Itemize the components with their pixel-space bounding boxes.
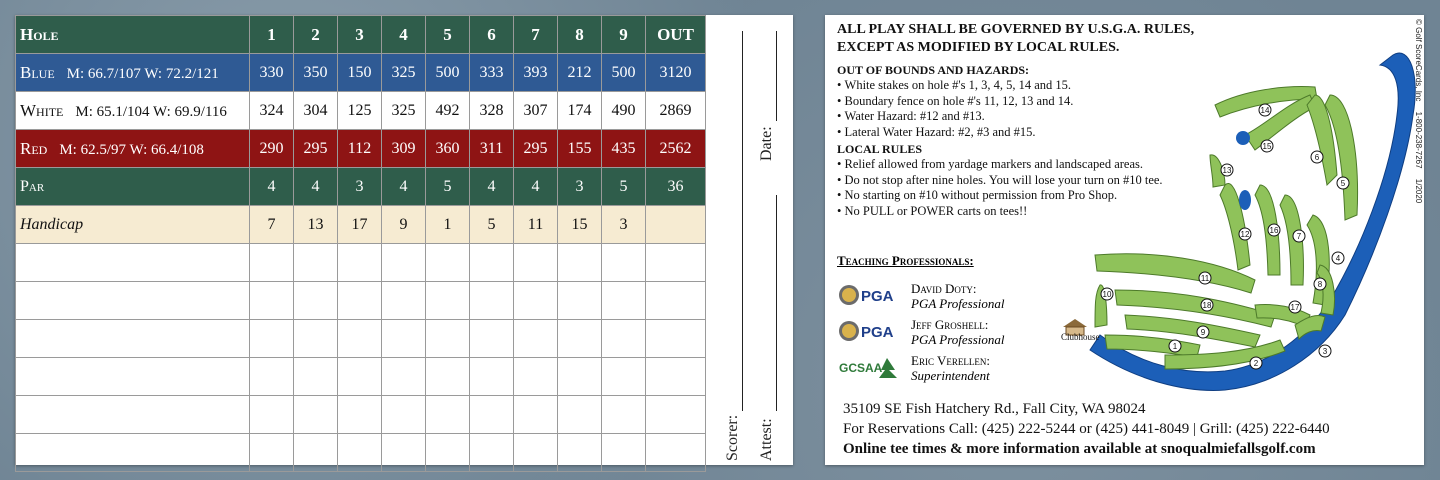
hole-number: 4 (382, 16, 426, 54)
course-map (1061, 35, 1420, 405)
yardage-cell: 155 (558, 130, 602, 168)
list-item: • White stakes on hole #'s 1, 3, 4, 5, 14 and 15. (837, 78, 1207, 94)
par-cell: 5 (602, 168, 646, 206)
svg-text:11: 11 (1200, 274, 1210, 283)
svg-text:14: 14 (1260, 106, 1270, 115)
par-cell: 5 (426, 168, 470, 206)
yardage-cell: 325 (382, 54, 426, 92)
score-cell[interactable] (294, 396, 338, 434)
tee-name: White (20, 100, 64, 120)
list-item: • Do not stop after nine holes. You will lose your turn on #10 tee. (837, 173, 1207, 189)
yardage-cell: 295 (294, 130, 338, 168)
player-name-cell[interactable] (16, 244, 250, 282)
svg-text:15: 15 (1262, 142, 1272, 151)
pro-role: PGA Professional (911, 332, 1005, 347)
score-cell[interactable] (514, 320, 558, 358)
score-cell[interactable] (250, 396, 294, 434)
hole-marker (1268, 224, 1280, 236)
pro-entry (839, 353, 990, 383)
yardage-cell: 309 (382, 130, 426, 168)
par-cell: 4 (382, 168, 426, 206)
date-line[interactable] (776, 31, 777, 121)
reservations: For Reservations Call: (425) 222-5244 or (425) 441-8049 | Grill: (425) 222-6440 (843, 421, 1330, 437)
hole-number: 8 (558, 16, 602, 54)
attest-label: Attest: (758, 418, 775, 461)
score-cell[interactable] (294, 282, 338, 320)
svg-text:5: 5 (1340, 179, 1346, 188)
hole-marker (1259, 104, 1271, 116)
yardage-cell: 324 (250, 92, 294, 130)
score-cell[interactable] (382, 358, 426, 396)
svg-text:4: 4 (1335, 254, 1341, 263)
yardage-cell: 295 (514, 130, 558, 168)
svg-text:7: 7 (1296, 232, 1302, 241)
score-cell[interactable] (602, 396, 646, 434)
hole-marker (1319, 345, 1331, 357)
date-label: Date: (758, 126, 775, 161)
yardage-cell: 490 (602, 92, 646, 130)
score-total-cell[interactable] (646, 358, 706, 396)
list-item: • Water Hazard: #12 and #13. (837, 109, 1207, 125)
scorer-line[interactable] (742, 31, 743, 411)
out-total: 3120 (646, 54, 706, 92)
hole-marker (1314, 278, 1326, 290)
score-cell[interactable] (470, 282, 514, 320)
copyright-line: © Golf ScoreCards, Inc (1414, 19, 1423, 102)
yardage-cell: 435 (602, 130, 646, 168)
score-cell[interactable] (250, 282, 294, 320)
score-total-cell[interactable] (646, 434, 706, 472)
rules-title-line2: EXCEPT AS MODIFIED BY LOCAL RULES. (837, 40, 1120, 55)
hole-marker (1337, 177, 1349, 189)
score-cell[interactable] (602, 358, 646, 396)
player-row (16, 396, 706, 434)
handicap-cell: 3 (602, 206, 646, 244)
hole-label: Hole (16, 16, 250, 54)
par-row (16, 168, 706, 206)
hole-marker (1311, 151, 1323, 163)
pro-name: David Doty: (911, 281, 977, 296)
pga-logo-text: PGA (861, 324, 894, 341)
yardage-cell: 500 (426, 54, 470, 92)
svg-text:17: 17 (1290, 303, 1300, 312)
online-info: Online tee times & more information available at snoqualmiefallsgolf.com (843, 441, 1316, 457)
local-rules-heading: LOCAL RULES (837, 142, 923, 156)
score-cell[interactable] (338, 282, 382, 320)
yardage-cell: 112 (338, 130, 382, 168)
hole-marker (1199, 272, 1211, 284)
yardage-cell: 333 (470, 54, 514, 92)
score-cell[interactable] (294, 244, 338, 282)
score-cell[interactable] (602, 434, 646, 472)
handicap-total (646, 206, 706, 244)
hole-marker (1261, 140, 1273, 152)
svg-text:8: 8 (1317, 280, 1323, 289)
score-cell[interactable] (250, 358, 294, 396)
score-cell[interactable] (250, 320, 294, 358)
handicap-cell: 5 (470, 206, 514, 244)
list-item: • Lateral Water Hazard: #2, #3 and #15. (837, 125, 1207, 141)
svg-text:9: 9 (1200, 328, 1206, 337)
score-cell[interactable] (382, 396, 426, 434)
par-label: Par (16, 168, 250, 206)
score-cell[interactable] (338, 396, 382, 434)
tee-label (16, 130, 250, 168)
yardage-cell: 500 (602, 54, 646, 92)
pga-logo-icon (839, 281, 903, 309)
score-cell[interactable] (470, 320, 514, 358)
player-name-cell[interactable] (16, 396, 250, 434)
score-cell[interactable] (558, 358, 602, 396)
yardage-cell: 350 (294, 54, 338, 92)
scorecard-table (15, 15, 706, 472)
score-cell[interactable] (338, 244, 382, 282)
par-cell: 3 (558, 168, 602, 206)
hole-number: 9 (602, 16, 646, 54)
pond-12 (1236, 131, 1250, 145)
score-cell[interactable] (602, 282, 646, 320)
hole-marker (1201, 299, 1213, 311)
yardage-cell: 150 (338, 54, 382, 92)
pro-entry (839, 317, 1005, 347)
copyright-notice (1414, 19, 1423, 211)
handicap-cell: 11 (514, 206, 558, 244)
clubhouse-label: Clubhouse (1061, 332, 1100, 342)
par-cell: 4 (514, 168, 558, 206)
yardage-cell: 393 (514, 54, 558, 92)
list-item: • No PULL or POWER carts on tees!! (837, 204, 1207, 220)
score-cell[interactable] (426, 282, 470, 320)
player-row (16, 282, 706, 320)
pro-entry (839, 281, 1005, 311)
score-cell[interactable] (294, 434, 338, 472)
attest-line[interactable] (776, 195, 777, 411)
hole-number: 1 (250, 16, 294, 54)
yardage-cell: 360 (426, 130, 470, 168)
score-cell[interactable] (470, 396, 514, 434)
player-row (16, 320, 706, 358)
yardage-cell: 125 (338, 92, 382, 130)
score-cell[interactable] (602, 320, 646, 358)
hole-marker (1101, 288, 1113, 300)
tee-label (16, 92, 250, 130)
hole-marker (1239, 228, 1251, 240)
score-cell[interactable] (470, 244, 514, 282)
score-cell[interactable] (294, 320, 338, 358)
yardage-cell: 290 (250, 130, 294, 168)
hole-marker (1221, 164, 1233, 176)
svg-text:16: 16 (1269, 226, 1279, 235)
player-name-cell[interactable] (16, 358, 250, 396)
score-cell[interactable] (558, 244, 602, 282)
tee-rating: M: 66.7/107 W: 72.2/121 (66, 65, 219, 82)
signature-area (705, 15, 794, 465)
par-cell: 4 (294, 168, 338, 206)
score-total-cell[interactable] (646, 396, 706, 434)
tee-name: Red (20, 138, 48, 158)
handicap-cell: 9 (382, 206, 426, 244)
yardage-cell: 311 (470, 130, 514, 168)
yardage-cell: 492 (426, 92, 470, 130)
par-cell: 4 (250, 168, 294, 206)
score-cell[interactable] (602, 244, 646, 282)
contact-block (843, 399, 1330, 459)
handicap-cell: 15 (558, 206, 602, 244)
handicap-cell: 13 (294, 206, 338, 244)
score-cell[interactable] (470, 358, 514, 396)
hole-number: 5 (426, 16, 470, 54)
yardage-cell: 307 (514, 92, 558, 130)
score-cell[interactable] (426, 434, 470, 472)
score-cell[interactable] (250, 244, 294, 282)
score-cell[interactable] (514, 282, 558, 320)
pro-name: Jeff Groshell: (911, 317, 989, 332)
hole-number: 3 (338, 16, 382, 54)
score-cell[interactable] (426, 396, 470, 434)
player-name-cell[interactable] (16, 320, 250, 358)
score-cell[interactable] (382, 434, 426, 472)
pga-logo-icon (839, 317, 903, 345)
hole-marker (1197, 326, 1209, 338)
score-cell[interactable] (514, 434, 558, 472)
handicap-cell: 1 (426, 206, 470, 244)
pga-logo-text: PGA (861, 288, 894, 305)
tee-row-white (16, 92, 706, 130)
tee-label (16, 54, 250, 92)
yardage-cell: 174 (558, 92, 602, 130)
tee-row-red (16, 130, 706, 168)
gcsaa-logo-text: GCSAA (839, 361, 883, 375)
score-cell[interactable] (558, 434, 602, 472)
score-total-cell[interactable] (646, 282, 706, 320)
handicap-cell: 7 (250, 206, 294, 244)
hole-number: 2 (294, 16, 338, 54)
score-cell[interactable] (426, 244, 470, 282)
copyright-phone: 1-800-238-7267 (1414, 111, 1423, 169)
score-cell[interactable] (338, 358, 382, 396)
yardage-cell: 304 (294, 92, 338, 130)
score-cell[interactable] (558, 396, 602, 434)
tee-rating: M: 65.1/104 W: 69.9/116 (75, 103, 227, 120)
list-item: • Boundary fence on hole #'s 11, 12, 13 and 14. (837, 94, 1207, 110)
hole-marker (1169, 340, 1181, 352)
score-cell[interactable] (338, 320, 382, 358)
yardage-cell: 325 (382, 92, 426, 130)
score-total-cell[interactable] (646, 244, 706, 282)
out-total: 2562 (646, 130, 706, 168)
score-cell[interactable] (426, 320, 470, 358)
hole-marker (1250, 357, 1262, 369)
pro-role: Superintendent (911, 368, 990, 383)
out-total: 2869 (646, 92, 706, 130)
player-row (16, 244, 706, 282)
score-cell[interactable] (426, 358, 470, 396)
header-row (16, 16, 706, 54)
svg-text:3: 3 (1322, 347, 1328, 356)
gcsaa-logo-icon (839, 353, 903, 381)
svg-text:12: 12 (1240, 230, 1250, 239)
svg-text:10: 10 (1102, 290, 1112, 299)
player-name-cell[interactable] (16, 282, 250, 320)
handicap-row (16, 206, 706, 244)
address: 35109 SE Fish Hatchery Rd., Fall City, WA 98024 (843, 401, 1146, 417)
rules-title-line1: ALL PLAY SHALL BE GOVERNED BY U.S.G.A. RULES, (837, 22, 1195, 37)
svg-text:6: 6 (1314, 153, 1320, 162)
tee-row-blue (16, 54, 706, 92)
score-cell[interactable] (294, 358, 338, 396)
player-row (16, 358, 706, 396)
player-row (16, 434, 706, 472)
score-cell[interactable] (514, 244, 558, 282)
hole-number: 6 (470, 16, 514, 54)
score-cell[interactable] (514, 396, 558, 434)
yardage-cell: 328 (470, 92, 514, 130)
svg-text:13: 13 (1222, 166, 1232, 175)
par-cell: 4 (470, 168, 514, 206)
yardage-cell: 212 (558, 54, 602, 92)
handicap-label: Handicap (16, 206, 250, 244)
list-item: • Relief allowed from yardage markers and landscaped areas. (837, 157, 1207, 173)
score-cell[interactable] (382, 282, 426, 320)
scorecard-panel (15, 15, 793, 465)
score-total-cell[interactable] (646, 320, 706, 358)
teaching-heading: Teaching Professionals: (837, 253, 974, 268)
score-cell[interactable] (558, 320, 602, 358)
score-cell[interactable] (382, 320, 426, 358)
score-cell[interactable] (250, 434, 294, 472)
score-cell[interactable] (382, 244, 426, 282)
rules-panel (825, 15, 1424, 465)
par-cell: 3 (338, 168, 382, 206)
pro-role: PGA Professional (911, 296, 1005, 311)
hole-marker (1293, 230, 1305, 242)
par-total: 36 (646, 168, 706, 206)
list-item: • No starting on #10 without permission from Pro Shop. (837, 188, 1207, 204)
hole-marker (1332, 252, 1344, 264)
hole-number: 7 (514, 16, 558, 54)
out-label: OUT (646, 16, 706, 54)
handicap-cell: 17 (338, 206, 382, 244)
svg-text:18: 18 (1202, 301, 1212, 310)
scorer-label: Scorer: (724, 414, 741, 461)
score-cell[interactable] (338, 434, 382, 472)
yardage-cell: 330 (250, 54, 294, 92)
score-cell[interactable] (470, 434, 514, 472)
hole-marker (1289, 301, 1301, 313)
pro-name: Eric Verellen: (911, 353, 990, 368)
player-name-cell[interactable] (16, 434, 250, 472)
pond-13 (1239, 190, 1251, 210)
tee-name: Blue (20, 62, 55, 82)
svg-text:2: 2 (1253, 359, 1259, 368)
score-cell[interactable] (514, 358, 558, 396)
fairway-11 (1095, 254, 1255, 293)
oob-heading: OUT OF BOUNDS AND HAZARDS: (837, 63, 1030, 77)
copyright-date: 1/2020 (1414, 178, 1423, 204)
score-cell[interactable] (558, 282, 602, 320)
svg-text:1: 1 (1172, 342, 1178, 351)
tee-rating: M: 62.5/97 W: 66.4/108 (59, 141, 204, 158)
